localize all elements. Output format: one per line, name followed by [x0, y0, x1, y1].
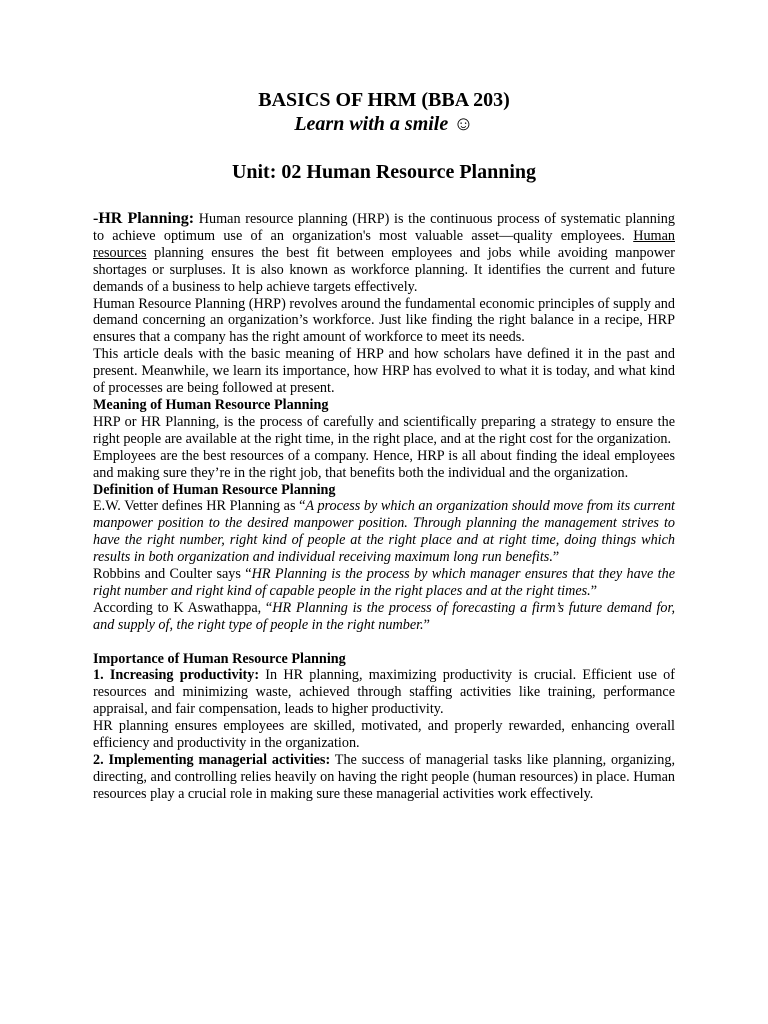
hr-planning-label: -HR Planning: — [93, 210, 195, 227]
hr-planning-text-1: Human resource planning (HRP) is the continuous process of systematic planning to achieve optimum use of an organization's most valuable asset—quality employees. — [93, 211, 675, 244]
hr-planning-paragraph — [93, 211, 675, 296]
vetter-close: ” — [552, 549, 560, 566]
importance-item-2-label: 2. Implementing managerial activities: — [93, 751, 331, 768]
importance-item-2-text: The success of managerial tasks like planning, organizing, directing, and controlling relies heavily on having the right people (human resources) in place. Human resources play a crucial role in making sure these managerial activities work effectively. — [93, 751, 675, 802]
supply-demand-paragraph: Human Resource Planning (HRP) revolves around the fundamental economic principles of supply and demand concerning an organization’s workforce. Just like finding the right balance in a recipe, HRP ensures that a company has the right amount of workforce to meet its needs. — [93, 295, 675, 346]
meaning-paragraph-2: Employees are the best resources of a company. Hence, HRP is all about finding the ideal employees and making sure they’re in the right job, that benefits both the individual and the organization. — [93, 447, 675, 481]
hr-planning-text-2: planning ensures the best fit between employees and jobs while avoiding manpower shortages or surpluses. It is also known as workforce planning. It identifies the current and future demands of a business to help achieve targets effectively. — [93, 244, 675, 295]
importance-item-1-text: In HR planning, maximizing productivity is crucial. Efficient use of resources and minimizing waste, achieved through staffing activities like training, performance appraisal, and fair compensation, leads to higher productivity. — [93, 667, 675, 718]
aswathappa-quote: HR Planning is the process of forecasting a firm’s future demand for, and supply of, the right type of people in the right number. — [93, 599, 675, 633]
importance-item-1-label: 1. Increasing productivity: — [93, 667, 260, 684]
tagline: Learn with a smile ☺ — [294, 113, 474, 135]
robbins-quote: HR Planning is the process by which manager ensures that they have the right number and right kind of capable people in the right places and at the right times. — [93, 566, 675, 599]
robbins-definition — [93, 566, 675, 600]
vetter-definition — [93, 498, 675, 566]
importance-item-2 — [93, 752, 675, 803]
aswathappa-definition — [93, 600, 675, 634]
document-body — [93, 211, 675, 803]
course-title: BASICS OF HRM (BBA 203) — [258, 89, 510, 111]
robbins-close: ” — [590, 582, 598, 599]
document-page — [93, 88, 675, 803]
importance-item-1 — [93, 667, 675, 718]
importance-item-1-extra: HR planning ensures employees are skilled, motivated, and properly rewarded, enhancing overall efficiency and productivity in the organization. — [93, 718, 675, 752]
definition-heading: Definition of Human Resource Planning — [93, 481, 336, 498]
aswathappa-intro: According to K Aswathappa, “ — [93, 599, 273, 616]
vetter-quote: A process by which an organization should move from its current manpower position to the desired manpower position. Through planning the management strives to have the right number, right kind of people at the right place and at right time, doing things which results in both organization and individual receiving maximum long run benefits. — [93, 498, 675, 566]
aswathappa-close: ” — [423, 616, 430, 633]
meaning-paragraph-1: HRP or HR Planning, is the process of carefully and scientifically preparing a strategy to ensure the right people are available at the right time, in the right place, and at the right cost for the organization. — [93, 413, 675, 447]
vetter-intro: E.W. Vetter defines HR Planning as “ — [93, 498, 306, 515]
meaning-heading: Meaning of Human Resource Planning — [93, 396, 329, 413]
importance-heading: Importance of Human Resource Planning — [93, 650, 346, 667]
document-header — [93, 88, 675, 184]
robbins-intro: Robbins and Coulter says “ — [93, 566, 252, 583]
article-scope-paragraph: This article deals with the basic meaning of HRP and how scholars have defined it in the past and present. Meanwhile, we learn its importance, how HRP has evolved to what it is today, and what kind of processes are being followed at present. — [93, 346, 675, 397]
unit-title: Unit: 02 Human Resource Planning — [231, 161, 537, 183]
human-resources-link[interactable]: Human resources — [93, 227, 675, 261]
